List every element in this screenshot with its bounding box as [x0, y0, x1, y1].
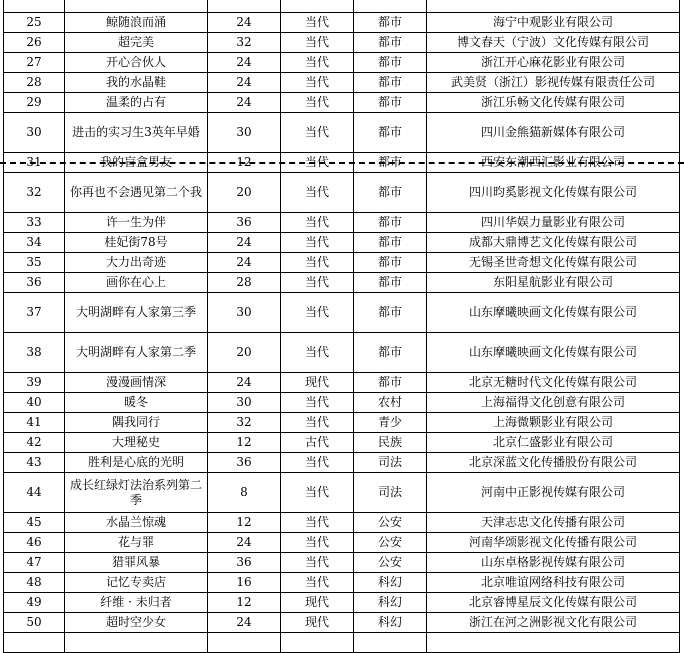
table-row — [4, 13, 680, 33]
company-cell: 浙江乐畅文化传媒有限公司 — [427, 93, 680, 113]
genre-cell: 都市 — [354, 253, 427, 273]
era-cell: 当代 — [281, 393, 354, 413]
genre-cell: 都市 — [354, 53, 427, 73]
genre-cell: 科幻 — [354, 613, 427, 633]
company-cell: 西安东潮西汇影业有限公司 — [427, 153, 680, 173]
episodes-cell: 12 — [208, 153, 281, 173]
title-cell: 暖冬 — [65, 393, 208, 413]
row-number-cell: 49 — [4, 593, 65, 613]
episodes-cell: 36 — [208, 213, 281, 233]
episodes-cell: 32 — [208, 413, 281, 433]
table-row — [4, 93, 680, 113]
row-number-cell: 46 — [4, 533, 65, 553]
title-cell: 记忆专卖店 — [65, 573, 208, 593]
company-cell: 天津志忠文化传播有限公司 — [427, 513, 680, 533]
era-cell: 当代 — [281, 53, 354, 73]
title-cell: 成长红绿灯法治系列第二季 — [65, 473, 208, 513]
era-cell: 当代 — [281, 13, 354, 33]
era-cell: 古代 — [281, 433, 354, 453]
era-cell: 当代 — [281, 473, 354, 513]
table-row — [4, 213, 680, 233]
genre-cell: 都市 — [354, 73, 427, 93]
table-row — [4, 273, 680, 293]
era-cell: 现代 — [281, 373, 354, 393]
table-row — [4, 533, 680, 553]
row-number-cell: 29 — [4, 93, 65, 113]
episodes-cell: 12 — [208, 513, 281, 533]
era-cell: 现代 — [281, 613, 354, 633]
company-cell: 博文春天（宁波）文化传媒有限公司 — [427, 33, 680, 53]
era-cell: 当代 — [281, 233, 354, 253]
row-number-cell: 31 — [4, 153, 65, 173]
row-number-cell: 41 — [4, 413, 65, 433]
company-cell: 武美贤（浙江）影视传媒有限责任公司 — [427, 73, 680, 93]
title-cell: 画你在心上 — [65, 273, 208, 293]
episodes-cell — [208, 0, 281, 13]
row-number-cell: 34 — [4, 233, 65, 253]
title-cell: 漫漫画情深 — [65, 373, 208, 393]
genre-cell — [354, 0, 427, 13]
genre-cell: 都市 — [354, 113, 427, 153]
drama-registry-table — [3, 0, 680, 653]
table-row — [4, 453, 680, 473]
era-cell: 当代 — [281, 113, 354, 153]
title-cell: 纤维 · 未归者 — [65, 593, 208, 613]
title-cell: 大理秘史 — [65, 433, 208, 453]
table-row — [4, 413, 680, 433]
genre-cell: 都市 — [354, 333, 427, 373]
title-cell — [65, 0, 208, 13]
genre-cell: 都市 — [354, 213, 427, 233]
title-cell: 桂妃街78号 — [65, 233, 208, 253]
genre-cell: 青少 — [354, 413, 427, 433]
table-row — [4, 333, 680, 373]
genre-cell: 都市 — [354, 173, 427, 213]
company-cell: 四川华娱力量影业有限公司 — [427, 213, 680, 233]
table-body — [4, 0, 680, 653]
company-cell: 北京深蓝文化传播股份有限公司 — [427, 453, 680, 473]
row-number-cell: 40 — [4, 393, 65, 413]
genre-cell: 公安 — [354, 533, 427, 553]
table-row — [4, 73, 680, 93]
row-number-cell: 39 — [4, 373, 65, 393]
row-number-cell: 36 — [4, 273, 65, 293]
row-number-cell: 37 — [4, 293, 65, 333]
table-row — [4, 233, 680, 253]
company-cell — [427, 633, 680, 653]
page-tear-line — [0, 162, 684, 164]
title-cell: 进击的实习生3英年早婚 — [65, 113, 208, 153]
table-row — [4, 253, 680, 273]
genre-cell: 都市 — [354, 233, 427, 253]
table-row — [4, 633, 680, 653]
episodes-cell: 16 — [208, 573, 281, 593]
company-cell: 北京仁盛影业有限公司 — [427, 433, 680, 453]
table-row — [4, 53, 680, 73]
company-cell: 山东摩曦映画文化传媒有限公司 — [427, 333, 680, 373]
title-cell: 大明湖畔有人家第三季 — [65, 293, 208, 333]
table-row — [4, 373, 680, 393]
genre-cell: 都市 — [354, 373, 427, 393]
title-cell: 隅我同行 — [65, 413, 208, 433]
table-row — [4, 33, 680, 53]
episodes-cell: 24 — [208, 533, 281, 553]
row-number-cell — [4, 633, 65, 653]
table-row — [4, 513, 680, 533]
genre-cell: 科幻 — [354, 593, 427, 613]
company-cell: 东阳星航影业有限公司 — [427, 273, 680, 293]
company-cell: 海宁中观影业有限公司 — [427, 13, 680, 33]
company-cell: 成都大鼎博艺文化传媒有限公司 — [427, 233, 680, 253]
genre-cell: 公安 — [354, 513, 427, 533]
row-number-cell: 44 — [4, 473, 65, 513]
company-cell: 北京睿博星辰文化传媒有限公司 — [427, 593, 680, 613]
table-row — [4, 113, 680, 153]
era-cell: 当代 — [281, 173, 354, 213]
table-row — [4, 553, 680, 573]
row-number-cell: 50 — [4, 613, 65, 633]
company-cell: 北京唯谊网络科技有限公司 — [427, 573, 680, 593]
era-cell — [281, 0, 354, 13]
episodes-cell: 24 — [208, 73, 281, 93]
genre-cell: 都市 — [354, 33, 427, 53]
genre-cell — [354, 633, 427, 653]
company-cell: 浙江开心麻花影业有限公司 — [427, 53, 680, 73]
era-cell: 当代 — [281, 273, 354, 293]
company-cell: 北京无糖时代文化传媒有限公司 — [427, 373, 680, 393]
episodes-cell: 12 — [208, 433, 281, 453]
row-number-cell: 47 — [4, 553, 65, 573]
era-cell: 当代 — [281, 533, 354, 553]
row-number-cell: 43 — [4, 453, 65, 473]
era-cell — [281, 633, 354, 653]
title-cell: 鲸随浪而涌 — [65, 13, 208, 33]
row-number-cell: 45 — [4, 513, 65, 533]
episodes-cell: 20 — [208, 333, 281, 373]
row-number-cell: 38 — [4, 333, 65, 373]
company-cell: 四川昀奚影视文化传媒有限公司 — [427, 173, 680, 213]
era-cell: 当代 — [281, 413, 354, 433]
company-cell: 山东卓格影视传媒有限公司 — [427, 553, 680, 573]
episodes-cell: 30 — [208, 393, 281, 413]
episodes-cell: 30 — [208, 113, 281, 153]
genre-cell: 农村 — [354, 393, 427, 413]
table-row — [4, 393, 680, 413]
company-cell: 上海福得文化创意有限公司 — [427, 393, 680, 413]
episodes-cell: 8 — [208, 473, 281, 513]
row-number-cell: 42 — [4, 433, 65, 453]
table-row — [4, 173, 680, 213]
row-number-cell: 32 — [4, 173, 65, 213]
title-cell: 超时空少女 — [65, 613, 208, 633]
title-cell: 温柔的占有 — [65, 93, 208, 113]
title-cell: 许一生为伴 — [65, 213, 208, 233]
table-row — [4, 293, 680, 333]
row-number-cell: 28 — [4, 73, 65, 93]
episodes-cell: 24 — [208, 53, 281, 73]
genre-cell: 都市 — [354, 13, 427, 33]
row-number-cell: 33 — [4, 213, 65, 233]
genre-cell: 都市 — [354, 153, 427, 173]
title-cell: 大力出奇迹 — [65, 253, 208, 273]
title-cell: 我的水晶鞋 — [65, 73, 208, 93]
genre-cell: 都市 — [354, 93, 427, 113]
genre-cell: 司法 — [354, 453, 427, 473]
genre-cell: 都市 — [354, 293, 427, 333]
era-cell: 当代 — [281, 93, 354, 113]
genre-cell: 司法 — [354, 473, 427, 513]
title-cell: 开心合伙人 — [65, 53, 208, 73]
title-cell: 猎罪风暴 — [65, 553, 208, 573]
genre-cell: 科幻 — [354, 573, 427, 593]
table-row — [4, 613, 680, 633]
title-cell: 你再也不会遇见第二个我 — [65, 173, 208, 213]
row-number-cell: 27 — [4, 53, 65, 73]
title-cell: 超完美 — [65, 33, 208, 53]
row-number-cell: 35 — [4, 253, 65, 273]
company-cell: 四川金熊猫新媒体有限公司 — [427, 113, 680, 153]
episodes-cell: 28 — [208, 273, 281, 293]
company-cell: 上海微颗影业有限公司 — [427, 413, 680, 433]
episodes-cell: 20 — [208, 173, 281, 213]
era-cell: 当代 — [281, 253, 354, 273]
episodes-cell: 24 — [208, 253, 281, 273]
episodes-cell: 36 — [208, 453, 281, 473]
episodes-cell: 24 — [208, 613, 281, 633]
company-cell: 河南中正影视传媒有限公司 — [427, 473, 680, 513]
episodes-cell: 32 — [208, 33, 281, 53]
row-number-cell: 48 — [4, 573, 65, 593]
era-cell: 当代 — [281, 73, 354, 93]
era-cell: 当代 — [281, 153, 354, 173]
company-cell: 河南华颂影视文化传播有限公司 — [427, 533, 680, 553]
era-cell: 当代 — [281, 213, 354, 233]
company-cell — [427, 0, 680, 13]
title-cell: 水晶兰惊魂 — [65, 513, 208, 533]
episodes-cell — [208, 633, 281, 653]
title-cell — [65, 633, 208, 653]
episodes-cell: 12 — [208, 593, 281, 613]
genre-cell: 民族 — [354, 433, 427, 453]
table-row — [4, 593, 680, 613]
table-row — [4, 573, 680, 593]
era-cell: 当代 — [281, 33, 354, 53]
episodes-cell: 24 — [208, 233, 281, 253]
era-cell: 当代 — [281, 513, 354, 533]
row-number-cell: 25 — [4, 13, 65, 33]
row-number-cell: 30 — [4, 113, 65, 153]
title-cell: 我的盲盒男友 — [65, 153, 208, 173]
company-cell: 无锡圣世奇想文化传媒有限公司 — [427, 253, 680, 273]
era-cell: 当代 — [281, 293, 354, 333]
era-cell: 当代 — [281, 333, 354, 373]
episodes-cell: 24 — [208, 13, 281, 33]
era-cell: 当代 — [281, 553, 354, 573]
row-number-cell — [4, 0, 65, 13]
era-cell: 当代 — [281, 573, 354, 593]
episodes-cell: 36 — [208, 553, 281, 573]
table-row — [4, 0, 680, 13]
era-cell: 当代 — [281, 453, 354, 473]
title-cell: 胜利是心底的光明 — [65, 453, 208, 473]
table-row — [4, 433, 680, 453]
company-cell: 浙江在河之洲影视文化有限公司 — [427, 613, 680, 633]
era-cell: 现代 — [281, 593, 354, 613]
row-number-cell: 26 — [4, 33, 65, 53]
episodes-cell: 24 — [208, 93, 281, 113]
episodes-cell: 24 — [208, 373, 281, 393]
episodes-cell: 30 — [208, 293, 281, 333]
title-cell: 大明湖畔有人家第二季 — [65, 333, 208, 373]
table-row — [4, 473, 680, 513]
genre-cell: 公安 — [354, 553, 427, 573]
company-cell: 山东摩曦映画文化传媒有限公司 — [427, 293, 680, 333]
title-cell: 花与罪 — [65, 533, 208, 553]
genre-cell: 都市 — [354, 273, 427, 293]
